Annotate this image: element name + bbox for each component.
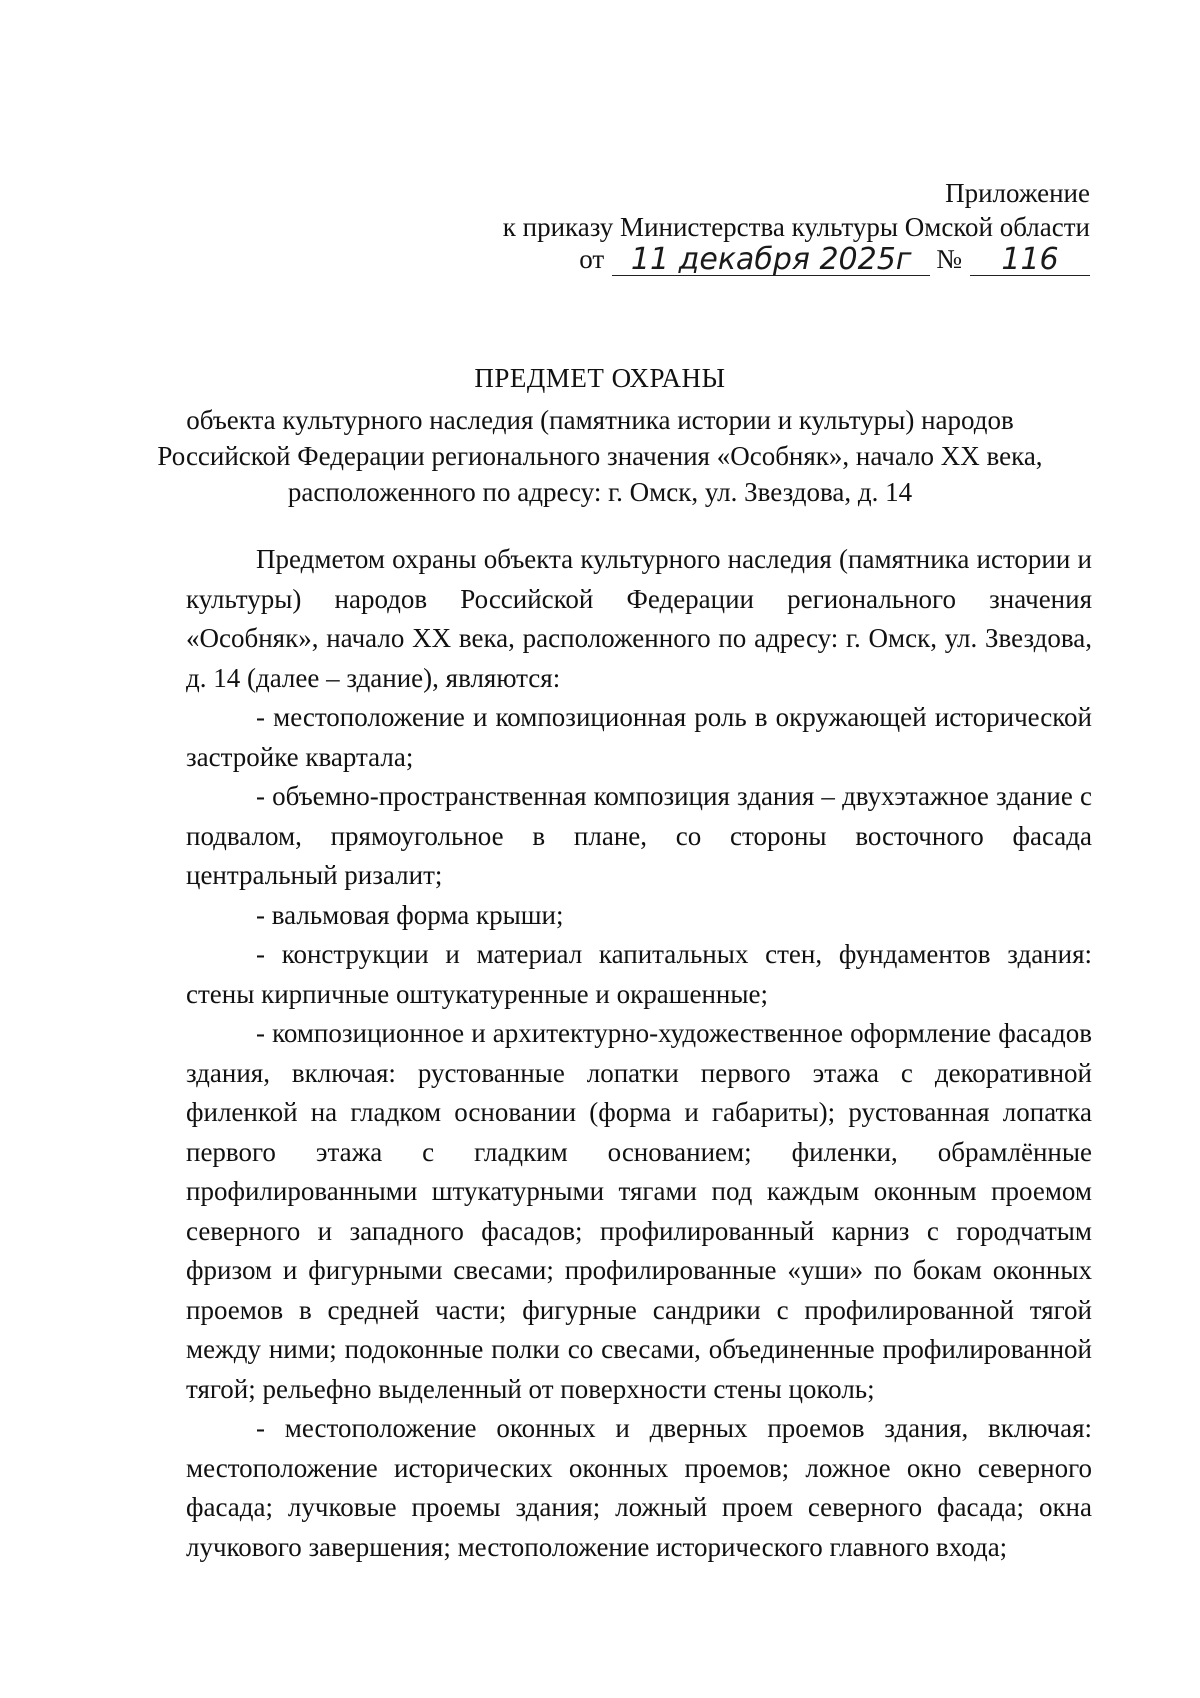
protection-item: - местоположение оконных и дверных проемов здания, включая: местоположение исторических оконных проемов; ложное окно северного фасада; лучковые проемы здания; ложный проем северного фасада; окна лучкового завершения; местоположение исторического главного входа; — [186, 1413, 1092, 1562]
title-line-2: Российской Федерации регионального значения «Особняк», начало XX века, — [157, 441, 1043, 471]
protection-item: - композиционное и архитектурно-художественное оформление фасадов здания, включая: рустованные лопатки первого этажа с декоративной филенкой на гладком основании (форма и габариты); рустованная лопатка первого этажа с гладким основанием; филенки, обрамлённые профилированными штукатурными тягами под каждым оконным проемом северного и западного фасадов; профилированный карниз с городчатым фризом и фигурными свесами; профилированные «уши» по бокам оконных проемов в средней части; фигурные сандрики с профилированной тягой между ними; подоконные полки со свесами, объединенные профилированной тягой; рельефно выделенный от поверхности стены цоколь; — [186, 1018, 1092, 1404]
order-reference: к приказу Министерства культуры Омской области — [502, 212, 1090, 242]
title-line-3: расположенного по адресу: г. Омск, ул. Звездова, д. 14 — [287, 477, 913, 507]
title-line-1: объекта культурного наследия (памятника истории и культуры) народов — [186, 405, 1014, 435]
protection-item: - вальмовая форма крыши; — [256, 899, 564, 930]
intro-paragraph: Предметом охраны объекта культурного наследия (памятника истории и культуры) народов Российской Федерации регионального значения «Особняк», начало XX века, расположенного по адресу: г. Омск, ул. Звездова, д. 14 (далее – здание), являются: — [186, 544, 1092, 693]
protection-item: - объемно-пространственная композиция здания – двухэтажное здание с подвалом, прямоугольное в плане, со стороны восточного фасада центральный ризалит; — [186, 781, 1092, 890]
from-label: от — [579, 244, 605, 274]
protection-item: - конструкции и материал капитальных стен, фундаментов здания: стены кирпичные оштукатуренные и окрашенные; — [186, 939, 1092, 1009]
order-date-number-line — [579, 242, 1090, 276]
appendix-header — [503, 176, 1090, 244]
protection-item: - местоположение и композиционная роль в окружающей исторической застройке квартала; — [186, 702, 1092, 772]
number-sign: № — [936, 244, 962, 274]
document-title-block — [0, 360, 1200, 510]
appendix-label: Приложение — [945, 178, 1090, 208]
document-body — [186, 540, 1092, 1567]
handwritten-number: 116 — [970, 245, 1090, 276]
handwritten-date: 11 декабря 2025г — [612, 245, 930, 276]
document-title: ПРЕДМЕТ ОХРАНЫ — [474, 363, 726, 393]
